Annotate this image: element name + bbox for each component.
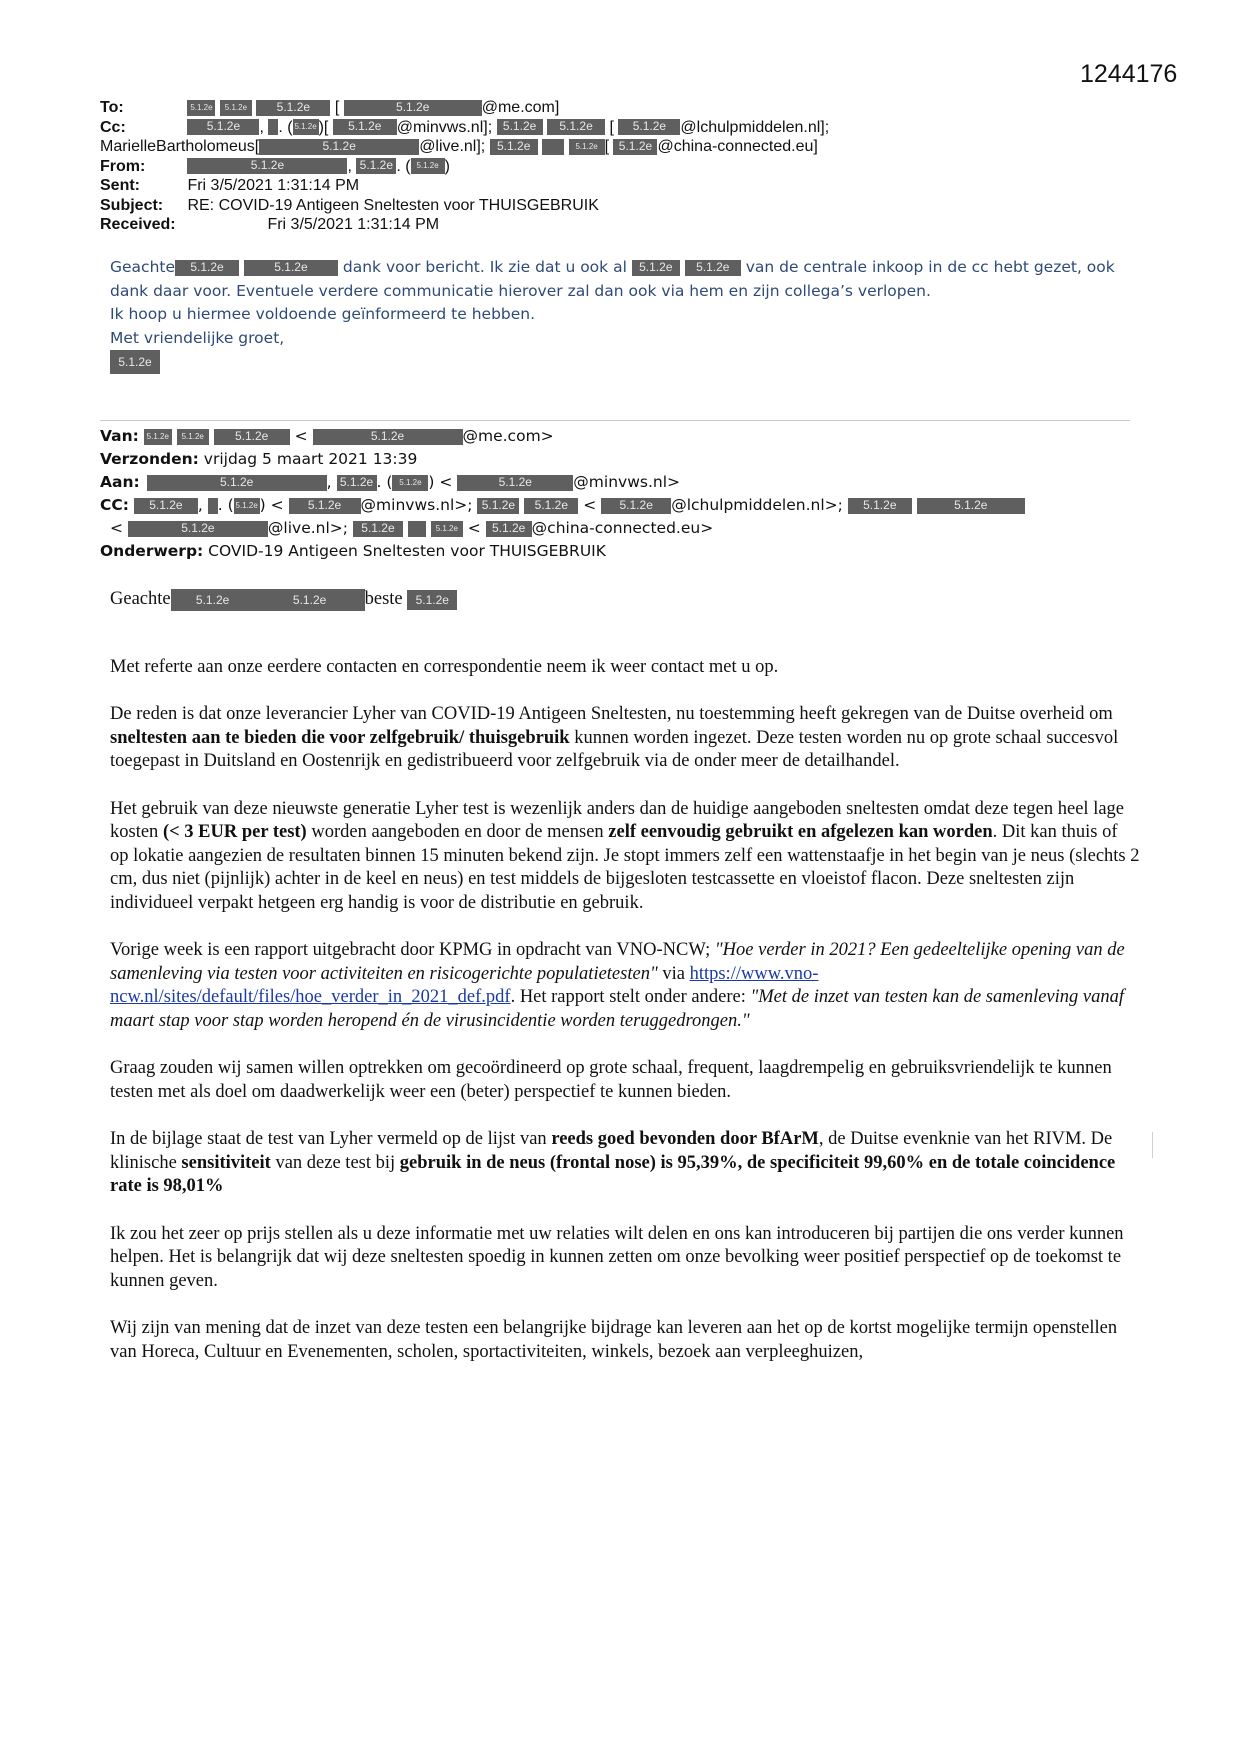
to-address-suffix: @me.com] xyxy=(481,99,560,116)
verzonden-row: Verzonden: vrijdag 5 maart 2021 13:39 xyxy=(100,450,418,468)
redaction: 5.1.2e xyxy=(457,475,573,491)
redaction: 5.1.2e xyxy=(618,119,680,135)
subject-row xyxy=(100,196,1160,216)
redaction: 5.1.2e xyxy=(486,521,532,537)
redaction: 5.1.2e xyxy=(497,119,543,135)
redaction: 5.1.2e xyxy=(289,498,361,514)
redaction: 5.1.2e xyxy=(547,119,605,135)
cc-china: @china-connected.eu] xyxy=(657,138,818,155)
redaction: 5.1.2e xyxy=(431,521,463,537)
signature xyxy=(110,350,1140,374)
letter-body xyxy=(110,588,1140,1388)
received-row xyxy=(100,215,1160,235)
salutation: Geachte 5.1.2e 5.1.2e beste 5.1.2e xyxy=(110,588,1140,612)
reply-line: Ik hoop u hiermee voldoende geïnformeerd te hebben. xyxy=(110,305,536,323)
aan-row: Aan: 5.1.2e , 5.1.2e . ( 5.1.2e ) < 5.1.2e @minvws.nl> xyxy=(100,473,680,491)
from-label: From: xyxy=(100,157,146,175)
redaction: 5.1.2e xyxy=(134,498,198,514)
redaction: 5.1.2e xyxy=(848,498,912,514)
paragraph: Graag zouden wij samen willen optrekken om gecoördineerd op grote schaal, frequent, laagdrempelig en gebruiksvriendelijk te kunnen testen met als doel om daadwerkelijk weer een (beter) perspectief te kunnen bieden. xyxy=(110,1058,1112,1102)
paragraph: Vorige week is een rapport uitgebracht door KPMG in opdracht van VNO-NCW; "Hoe verder in 2021? Een gedeeltelijke opening van de samenleving via testen voor activiteiten en risicogerichte populatietesten" via https://www.vno-ncw.nl/sites/default/files/hoe_verder_in_2021_def.pdf. Het rapport stelt onder andere: "Met de inzet van testen kan de samenleving vanaf maart stap voor stap worden heropend én de virusincidentie worden teruggedrongen." xyxy=(110,940,1125,1031)
redaction: 5.1.2e xyxy=(255,589,365,611)
forwarded-header xyxy=(100,425,1140,563)
redaction: 5.1.2e xyxy=(220,100,252,116)
paragraph: De reden is dat onze leverancier Lyher van COVID-19 Antigeen Sneltesten, nu toestemming heeft gekregen van de Duitse overheid om sneltesten aan te bieden die voor zelfgebruik/ thuisgebruik kunnen worden ingezet. Deze testen worden nu op grote schaal succesvol toegepast in Duitsland en Oostenrijk en gedistribueerd voor zelfgebruik via de onder meer de detailhandel. xyxy=(110,704,1119,771)
received-value: Fri 3/5/2021 1:31:14 PM xyxy=(267,216,440,233)
redaction: 5.1.2e xyxy=(344,100,482,116)
reply-line: Met vriendelijke groet, xyxy=(110,328,285,347)
cc-name: MarielleBartholomeus[ xyxy=(100,138,260,155)
paragraph: Wij zijn van mening dat de inzet van deze testen een belangrijke bijdrage kan leveren aan het op de kortst mogelijke termijn openstellen van Horeca, Cultuur en Evenementen, scholen, sportactiviteiten, winkels, bezoek aan verpleeghuizen, xyxy=(110,1318,1118,1362)
sent-value: Fri 3/5/2021 1:31:14 PM xyxy=(187,177,360,194)
redaction: 5.1.2e xyxy=(392,475,428,491)
cc-live: @live.nl]; xyxy=(419,138,486,155)
redaction: 5.1.2e xyxy=(477,498,519,514)
redaction: 5.1.2e xyxy=(256,100,330,116)
redaction: 5.1.2e xyxy=(110,350,160,374)
redaction: 5.1.2e xyxy=(187,100,215,116)
redaction: 5.1.2e xyxy=(524,498,578,514)
redaction xyxy=(542,139,564,155)
received-label: Received: xyxy=(100,216,176,233)
redaction xyxy=(408,521,426,537)
redaction: 5.1.2e xyxy=(569,139,605,155)
cc-row: Cc: 5.1.2e , . ( 5.1.2e )[ 5.1.2e @minvws.nl]; 5.1.2e 5.1.2e [ 5.1.2e @lchulpmiddelen.nl]; xyxy=(100,118,830,136)
van-row: Van: 5.1.2e 5.1.2e 5.1.2e < 5.1.2e @me.com> xyxy=(100,427,554,445)
cc-minvws: @minvws.nl]; xyxy=(396,118,493,136)
from-row: From: 5.1.2e , 5.1.2e . ( 5.1.2e ) xyxy=(100,157,450,175)
paragraph: Het gebruik van deze nieuwste generatie Lyher test is wezenlijk anders dan de huidige aangeboden sneltesten omdat deze tegen heel lage kosten (< 3 EUR per test) worden aangeboden en door de mensen zelf eenvoudig gebruikt en afgelezen kan worden. Dit kan thuis of op lokatie aangezien de resultaten binnen 15 minuten bekend zijn. Je stopt immers zelf een wattenstaafje in het begin van je neus (slechts 2 cm, dus niet (pijnlijk) achter in de keel en neus) en test middels de bijgesloten testcassette en vloeistof flacon. Deze sneltesten zijn individueel verpakt hetgeen erg handig is voor de distributie en gebruik. xyxy=(110,798,1140,913)
cc-row: CC: 5.1.2e , . ( 5.1.2e ) < 5.1.2e @minvws.nl>; 5.1.2e 5.1.2e < 5.1.2e @lchulpmiddelen.nl>; 5.1.2e 5.1.2e xyxy=(100,494,1140,517)
document-number: 1244176 xyxy=(1080,60,1178,88)
cc-row-2: MarielleBartholomeus[ 5.1.2e @live.nl]; 5.1.2e 5.1.2e [ 5.1.2e @china-connected.eu] xyxy=(100,138,818,155)
redaction: 5.1.2e xyxy=(313,429,463,445)
redaction: 5.1.2e xyxy=(214,429,290,445)
redaction: 5.1.2e xyxy=(293,119,319,135)
paragraph: Ik zou het zeer op prijs stellen als u deze informatie met uw relaties wilt delen en ons kan introduceren bij partijen die ons verder kunnen helpen. Het is belangrijk dat wij deze sneltesten spoedig in kunnen zetten om onze bevolking weer positief perspectief op de toekomst te kunnen geven. xyxy=(110,1223,1124,1291)
redaction: 5.1.2e xyxy=(917,498,1025,514)
redaction: 5.1.2e xyxy=(333,119,397,135)
divider xyxy=(100,420,1130,421)
paragraph: Met referte aan onze eerdere contacten en correspondentie neem ik weer contact met u op. xyxy=(110,656,779,677)
redaction: 5.1.2e xyxy=(259,139,419,155)
redaction: 5.1.2e xyxy=(411,158,445,174)
reply-line: dank daar voor. Eventuele verdere communicatie hierover zal dan ook via hem en zijn collega’s verlopen. xyxy=(110,281,931,300)
redaction: 5.1.2e xyxy=(171,589,255,611)
redaction: 5.1.2e xyxy=(407,590,457,610)
redaction: 5.1.2e xyxy=(337,475,377,491)
subject-value: RE: COVID-19 Antigeen Sneltesten voor THUISGEBRUIK xyxy=(187,196,599,214)
to-label: To: xyxy=(100,99,124,116)
sent-label: Sent: xyxy=(100,177,140,194)
redaction: 5.1.2e xyxy=(613,139,657,155)
redaction: 5.1.2e xyxy=(244,260,338,276)
reply-line: Geachte 5.1.2e 5.1.2e dank voor bericht. Ik zie dat u ook al 5.1.2e 5.1.2e van de centrale inkoop in de cc hebt gezet, ook xyxy=(110,258,1115,276)
email-header xyxy=(100,98,1160,235)
redaction xyxy=(208,498,218,514)
reply-message xyxy=(110,256,1140,374)
redaction xyxy=(268,119,278,135)
redaction: 5.1.2e xyxy=(490,139,538,155)
redaction: 5.1.2e xyxy=(356,158,396,174)
redaction: 5.1.2e xyxy=(601,498,671,514)
cc-row-2: < 5.1.2e @live.nl>; 5.1.2e 5.1.2e < 5.1.2e @china-connected.eu> xyxy=(110,519,714,537)
cc-hulpmiddelen: @lchulpmiddelen.nl]; xyxy=(680,118,830,136)
redaction: 5.1.2e xyxy=(177,429,209,445)
redaction: 5.1.2e xyxy=(632,260,680,276)
paragraph: In de bijlage staat de test van Lyher vermeld op de lijst van reeds goed bevonden door BfArM, de Duitse evenknie van het RIVM. De klinische sensitiviteit van deze test bij gebruik in de neus (frontal nose) is 95,39%, de specificiteit 99,60% en de totale coincidence rate is 98,01% xyxy=(110,1129,1116,1196)
redaction: 5.1.2e xyxy=(147,475,327,491)
report-link[interactable]: https://www.vno-ncw.nl/sites/default/files/hoe_verder_in_2021_def.pdf xyxy=(110,963,819,1007)
redaction: 5.1.2e xyxy=(175,260,239,276)
cc-label: Cc: xyxy=(100,118,126,136)
redaction: 5.1.2e xyxy=(234,498,260,514)
sent-row xyxy=(100,176,1160,196)
redaction: 5.1.2e xyxy=(187,119,259,135)
redaction: 5.1.2e xyxy=(685,260,741,276)
redaction: 5.1.2e xyxy=(128,521,268,537)
redaction: 5.1.2e xyxy=(144,429,172,445)
scan-mark xyxy=(1152,1132,1153,1158)
redaction: 5.1.2e xyxy=(187,158,347,174)
onderwerp-row: Onderwerp: COVID-19 Antigeen Sneltesten voor THUISGEBRUIK xyxy=(100,542,606,560)
to-row: To: 5.1.2e 5.1.2e 5.1.2e [ 5.1.2e @me.com] xyxy=(100,99,560,116)
subject-label: Subject: xyxy=(100,196,164,214)
redaction: 5.1.2e xyxy=(353,521,403,537)
